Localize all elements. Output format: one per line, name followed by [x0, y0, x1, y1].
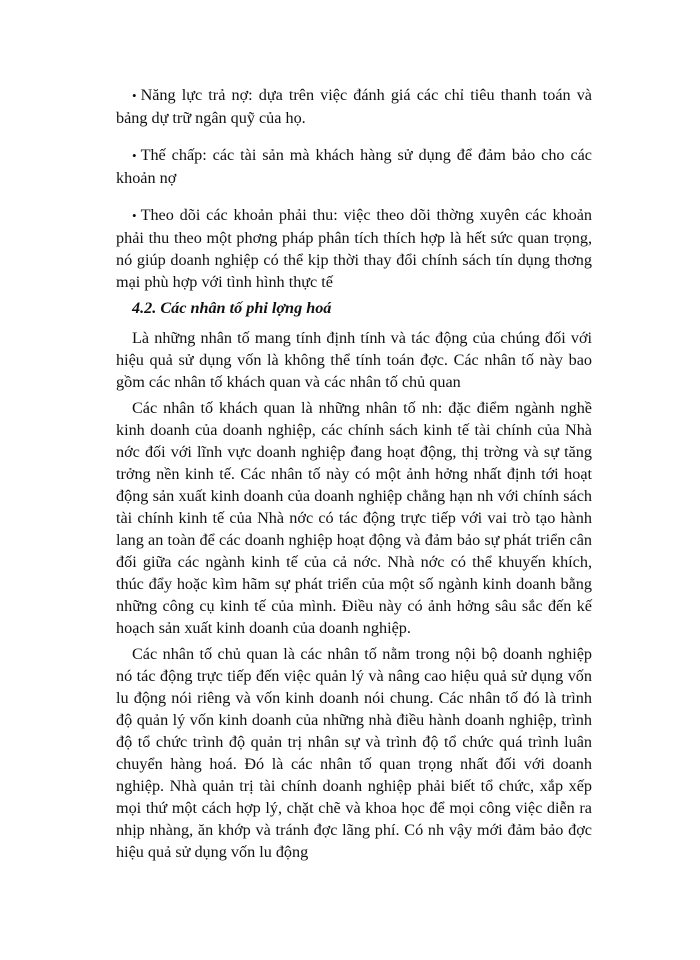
- paragraph-intro: Là những nhân tố mang tính định tính và tác động của chúng đối với hiệu quả sử dụng vốn là không thể tính toán đợc. Các nhân tố này bao gồm các nhân tố khách quan và các nhân tố chủ quan: [116, 329, 592, 391]
- bullet-receivables: [116, 204, 592, 293]
- paragraph-subjective-factors: Các nhân tố chủ quan là các nhân tố nằm trong nội bộ doanh nghiệp nó tác động trực tiếp đến việc quản lý và nâng cao hiệu quả sử dụng vốn lu động nói riêng và vốn kinh doanh nói chung. Các nhân tố đó là trình độ quản lý vốn kinh doanh của những nhà điều hành doanh nghiệp, trình độ tổ chức trình độ quản trị nhân sự và trình độ tổ chức quá trình luân chuyển hàng hoá. Đó là các nhân tố quan trọng nhất đối với doanh nghiệp. Nhà quản trị tài chính doanh nghiệp phải biết tổ chức, xắp xếp mọi thứ một cách hợp lý, chặt chẽ và khoa học để mọi công việc diễn ra nhịp nhàng, ăn khớp và tránh đợc lãng phí. Có nh vậy mới đảm bảo đợc hiệu quả sử dụng vốn lu động: [116, 645, 592, 861]
- bullet-marker: •: [132, 208, 137, 223]
- bullet-text: Theo dõi các khoản phải thu: việc theo dõi thờng xuyên các khoản phải thu theo một phơng pháp phân tích thích hợp là hết sức quan trọng, nó giúp doanh nghiệp có thể kịp thời thay đổi chính sách tín dụng thơng mại phù hợp với tình hình thực tế: [116, 206, 592, 291]
- bullet-text: Thế chấp: các tài sản mà khách hàng sử dụng để đảm bảo cho các khoản nợ: [116, 146, 592, 187]
- bullet-text: Năng lực trả nợ: dựa trên việc đánh giá các chỉ tiêu thanh toán và bảng dự trữ ngân quỹ của họ.: [116, 86, 592, 127]
- paragraph-objective-factors: Các nhân tố khách quan là những nhân tố nh: đặc điểm ngành nghề kinh doanh của doanh nghiệp, các chính sách kinh tế tài chính của Nhà nớc đối với lĩnh vực doanh nghiệp đang hoạt động, thị trờng và sự tăng trởng nền kinh tế. Các nhân tố này có một ảnh hởng nhất định tới hoạt động sản xuất kinh doanh của doanh nghiệp chẳng hạn nh với chính sách tài chính kinh tế của Nhà nớc có tác động trực tiếp với vai trò tạo hành lang an toàn để các doanh nghiệp hoạt động và đảm bảo sự phát triển cân đối giữa các ngành kinh tế của cả nớc. Nhà nớc có thể khuyến khích, thúc đẩy hoặc kìm hãm sự phát triển của một số ngành kinh doanh bằng những công cụ kinh tế của mình. Điều này có ảnh hởng sâu sắc đến kế hoạch sản xuất kinh doanh của doanh nghiệp.: [116, 399, 592, 637]
- bullet-marker: •: [132, 88, 137, 103]
- bullet-debt-capacity: [116, 84, 592, 129]
- bullet-marker: •: [132, 148, 137, 163]
- bullet-collateral: [116, 144, 592, 189]
- section-heading: 4.2. Các nhân tố phi lợng hoá: [132, 299, 332, 317]
